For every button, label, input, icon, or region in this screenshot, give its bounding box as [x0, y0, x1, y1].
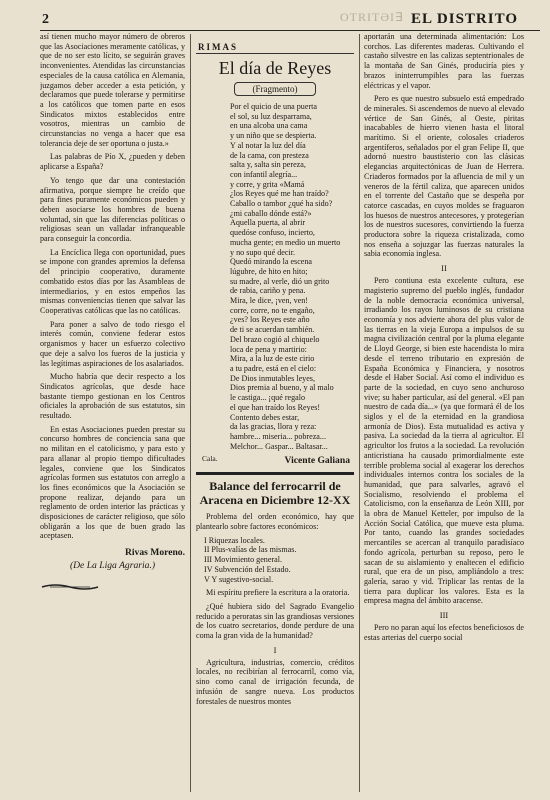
column-1 [40, 32, 185, 794]
masthead: EL DISTRITO [410, 11, 518, 27]
verse-line: Aquella puerta, al abrir [230, 218, 306, 228]
section-numeral: II [441, 263, 447, 274]
verse-line: ¿mi caballo dónde está?» [230, 208, 312, 218]
paragraph: Agricultura, industrias, comercio, créditos locales, no recibirían al ferrocarril, como vía, sino como canal de irrigación fecunda, de infusión de sangre nueva. Los productos forestales de nuestros montes [196, 657, 354, 706]
paragraph: Pero es que nuestro subsuelo está empedrado de minerales. Si ascendemos de nuevo al elevado vértice de San Ginés, al Oeste, piritas inacabables de hierro vienen hasta el litoral marítimo. Si el oriente, colosales criaderos argentíferos, señalados por el gran Felipe II, que adornó nuestro baustisterio con las clásicas elegancias arquitectónicas de Juan de Herrera. Criaderos formados por la afluencia de mil y un veneros de la fértil caliza, que aparecen unidos en el torrente del Castaño que se despeña por catorce cascadas, en cuyos moldes se fraguaron los huesos de nuestros antecesores, y protegerían los de nuestros sucesores, convirtiendo la fuerza productora sobre la riqueza cristalizada, como nos enseña a sojuzgar las fuerzas naturales la sabia economía inglesa. [364, 94, 524, 259]
section-numeral: III [439, 610, 449, 621]
poem-verses [196, 102, 354, 451]
verse-line: a tu padre, está en el cielo: [230, 363, 317, 373]
paragraph: Pero contiuna esta excelente cultura, ese magisterio supremo del pueblo inglés, fundador de la noble democracia económica universal, irradiando los rayos luminosos de su cristiana economía y nos advierte ahora del plus valor de las tierras en la vieja Europa a impulsos de su magna civilización central por la pluma elegante de Lloyd George, si bien este hacendista lo mira desde el terreno tributario en expresión de España Económica y Financiera, y nosotros desde el Haber Social. Así como el individuo es parte de la sociedad, en cuyo seno anchuroso vive; su haber particular, así del general. «El pan nuestro de cada día...» (ya que formará él de los siglos y el de la eternidad en la grandiosa armonía de Dios). Esta mutualidad es activa y pasiva. La sociedad da la tierra al agricultor. El agricultor los frutos a la sociedad. La revolución anticristiana ha causado primordialmente este terrible problema social al exagerar los derechos individuales internos contra los sociales de la humanidad, que para salvarles, agravó el Socialismo, resolviendo el problema el Catolicismo, con la enseñanza de León XIII, por la obra de Manuel Ketteler, por impulso de la Acción Social Católica, que mueve esta pluma. Por tanto, cuando las grandes sociedades mercantiles se acercan al tranquilo paradisíaco fondo agrícola, perturban su reposo, pero le sacan de su aislamiento y enaltecen el edificio rural, que era de un piso, ampliándolo a tres: galería, sarao y vid. Triplicar las rentas de la tierra para duplicar los valores. Esta es la empresa magna del ámbito aracense. [364, 276, 524, 606]
paragraph: Problema del orden económico, hay que plantearlo sobre factores económicos: [196, 512, 354, 532]
verse-line: Y al notar la luz del día [230, 140, 306, 150]
paragraph: ¿Qué hubiera sido del Sagrado Evangelio reducido a peroratas sin las grandiosas versiones de los cuatro secretarios, donde perdure de una coma la gran vida de la humanidad? [196, 601, 354, 641]
verse-line: ¿los Reyes qué me han traído? [230, 189, 329, 199]
verse-line: Del brazo cogió al chiquelo [230, 334, 320, 344]
verse-line: quedóse confuso, incierto, [230, 228, 315, 238]
verse-line: Quedó mirando la escena [230, 257, 313, 267]
poem-subtitle: (Fragmento) [234, 82, 316, 96]
list-item: II Plus-valías de las mismas. [204, 545, 297, 555]
column-rule [359, 34, 360, 792]
list-item: V Y sugestivo-social. [204, 574, 274, 584]
section-label: RIMAS [198, 42, 239, 52]
column-3 [364, 32, 524, 794]
verse-line: lúgubre, de hito en hito; [230, 266, 308, 276]
poet-signature: Vicente Galiana [284, 455, 350, 467]
verse-line: corre, corre, no te engaño, [230, 305, 315, 315]
verse-line: el que han traído los Reyes! [230, 402, 321, 412]
verse-line: Melchor... Gaspar... Baltasar... [230, 441, 328, 451]
verse-line: De Dios inmutables leyes, [230, 373, 315, 383]
paragraph: En estas Asociaciones pueden prestar su concurso hombres de conciencia sana que no militan en el catolicismo, y para esto y para allanar al propio tiempo dificultades legales, conviene que los Sindicatos agrícolas formen sus estatutos con arreglo a los fines económicos que la Asociación se propone realizar, dejando para un reglamento de orden interior las prácticas y disposiciones de carácter religioso, que sólo obligarán a los que de buen grado las aceptasen. [40, 424, 185, 541]
verse-line: hambre... miseria... pobreza... [230, 431, 326, 441]
paragraph: Para poner a salvo de todo riesgo el interés común, conviene federar estos organismos y hacer un esfuerzo colectivo que deje a salvo los fueros de la justicia y las legítimas aspiraciones de los asalariados. [40, 319, 185, 368]
paragraph: así tienen mucho mayor número de obreros que las Asociaciones meramente católicas, y que de no ser esto lícito, se seguirán graves inconvenientes. Atendidas las circunstancias especiales de la causa católica en Alemania, juzgamos deber acceder a esta petición, y declaramos que puede tolerarse y permitirse a los católicos que tomen parte en esos Sindicatos mixtos establecidos entre vosotros, mientras un cambio de circunstancias no venga a hacer que esa tolerancia deje de ser oportuna o justa.» [40, 32, 185, 148]
verse-line: y no supo qué decir. [230, 247, 295, 257]
verse-line: le castiga... ¡qué regalo [230, 393, 306, 403]
verse-line: Mira, a la luz de este cirio [230, 354, 315, 364]
author-signature: Rivas Moreno. [124, 547, 185, 559]
ornament-divider [40, 582, 100, 592]
paragraph: La Encíclica llega con oportunidad, pues se impone con grandes apremios la defensa del principio cooperativo, duramente combatido estos días por las Asambleas de intermediarios, y en estos empeños las mismas conveniencias tienen que salvar las Cooperativas católicas que las no católicas. [40, 247, 185, 315]
paragraph: Mucho habría que decir respecto a los Sindicatos agrícolas, que desde hace bastante tiempo gestionan en los Centros oficiales la aprobación de sus estatutos, sin resultado. [40, 372, 185, 421]
section-numeral: I [273, 644, 277, 655]
verse-line: Contento debes estar, [230, 412, 300, 422]
verse-line: de ti se acuerdan también. [230, 325, 315, 335]
verse-line: da las gracias, llora y reza: [230, 422, 317, 432]
verse-line: loca de pena y martirio: [230, 344, 307, 354]
article-headline: Balance del ferrocarril de Aracena en Diciembre 12-XX [199, 479, 351, 508]
paragraph: Yo tengo que dar una contestación afirmativa, porque siempre he creído que para fines puramente económicos pueden y deben asociarse los hombres de buena voluntad, sin que las diferencias políticas o religiosas sean un valladar infranqueable para conseguir la concordia. [40, 175, 185, 244]
poem-title: El día de Reyes [218, 58, 332, 78]
verse-line: de la cama, con presteza [230, 150, 309, 160]
verse-line: Mira, le dice, ¡ven, ven! [230, 296, 308, 306]
paragraph: aportarán una determinada alimentación: Los corchos. Las diferentes maderas. Cultivando el castaño silvestre en las calizas septentrionales de la montaña de San Ginés, produciría pies y brazos ininterrumpibles para las fuerzas eléctricas y el vapor. [364, 32, 524, 90]
verse-line: mucha gente; en medio un muerto [230, 237, 341, 247]
verse-line: de rabia, cariño y pena. [230, 286, 306, 296]
verse-line: con infantil alegría... [230, 169, 298, 179]
verse-line: su madre, al verle, dió un grito [230, 276, 330, 286]
verse-line: Dios premia al bueno, y al malo [230, 383, 334, 393]
section-rule [196, 472, 354, 475]
poem-place: Cala. [202, 454, 218, 464]
paragraph: Las palabras de Pío X, ¿pueden y deben aplicarse a España? [40, 152, 185, 172]
page-number: 2 [42, 12, 49, 27]
paragraph: Mi espíritu prefiere la escritura a la oratoria. [206, 588, 350, 598]
verse-line: Caballo o tambor ¿qué ha sido? [230, 199, 333, 209]
numbered-list [200, 536, 354, 585]
verse-line: salta y, salta sin pereza, [230, 160, 306, 170]
page-header [40, 4, 540, 31]
paragraph: Pero no paran aquí los efectos beneficiosos de estas arterias del cuerpo social [364, 623, 524, 642]
verse-line: en una alcoba una cama [230, 121, 308, 131]
list-item: IV Subvención del Estado. [204, 564, 291, 574]
show-through-text: OTRITƏI∃ [340, 10, 404, 24]
column-rule [190, 34, 191, 792]
list-item: I Riquezas locales. [204, 535, 265, 545]
verse-line: y un niño que se despierta. [230, 131, 317, 141]
verse-line: el sol, su luz desparrama, [230, 111, 312, 121]
list-item: III Movimiento general. [204, 555, 282, 565]
column-2 [196, 32, 354, 794]
verse-line: y corre, y grita «Mamá [230, 179, 305, 189]
verse-line: Por el quicio de una puerta [230, 102, 317, 111]
verse-line: ¿ves? los Reyes este año [230, 315, 310, 325]
rule [196, 53, 354, 54]
article-source: (De La Liga Agraria.) [69, 560, 156, 572]
